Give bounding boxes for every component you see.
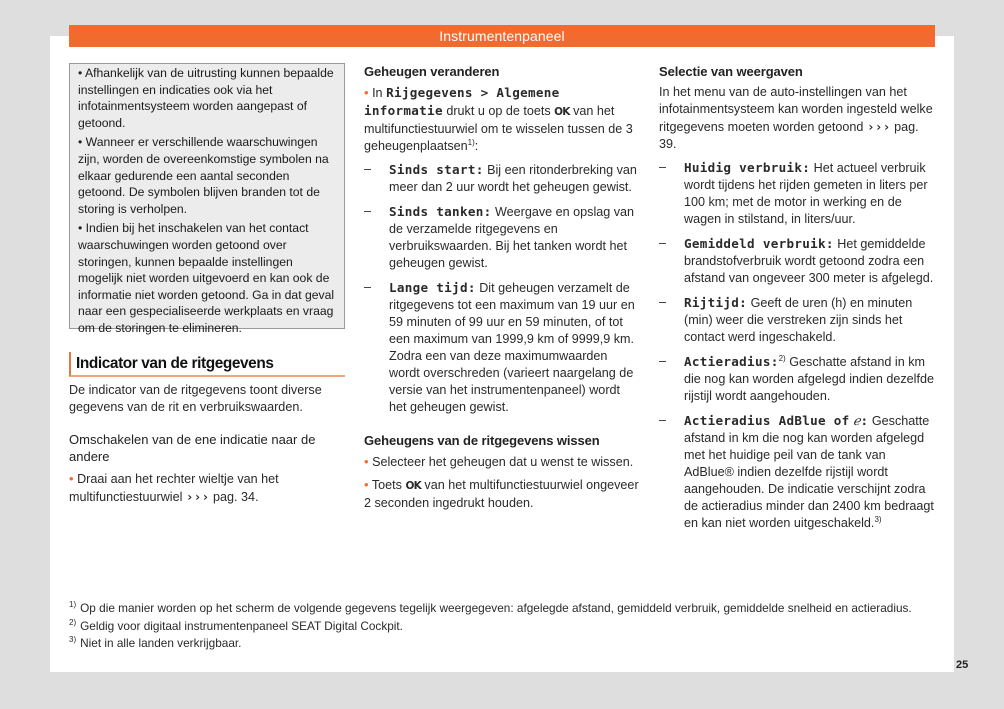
memory-term: Sinds tanken: <box>389 204 492 219</box>
dash-icon: – <box>364 162 372 176</box>
dash-icon: – <box>659 295 667 309</box>
column-2 <box>364 63 641 512</box>
memory-item: – Sinds start: Bij een ritonderbreking van meer dan 2 uur wordt het geheugen gewist. <box>364 162 637 194</box>
section-heading: Indicator van de ritgegevens <box>69 352 345 377</box>
display-list <box>659 159 934 532</box>
memory-term: Lange tijd: <box>389 280 476 295</box>
adblue-pump-icon: ℯ <box>853 413 861 428</box>
dash-icon: – <box>364 280 372 294</box>
display-item: – Actieradius:$^{2)}$ Geschatte afstand in km die nog kan worden afgelegd indien dezelfde rijstijl wordt aangehouden. <box>659 353 934 403</box>
display-item: – Gemiddeld verbruik: Het gemiddelde brandstofverbruik wordt getoond zodra een afstand van ongeveer 300 meter is afgelegd. <box>659 236 934 285</box>
orange-bullet-icon: • <box>364 85 369 100</box>
orange-bullet-icon: • <box>364 454 369 469</box>
note-item: • Indien bij het inschakelen van het contact waarschuwingen worden getoond over storingen, kunnen bepaalde instellingen mogelijk niet worden uitgevoerd en kan ook de informatie niet worden getoond. Ga in dat geval naar een gespecialiseerde werkplaats en vraag om de storingen te elimineren. <box>78 221 335 335</box>
display-term: Huidig verbruik: <box>684 160 811 175</box>
menu-path: Rijgegevens > Algemene informatie <box>364 85 560 118</box>
footnote: $^{1)}$ Op die manier worden op het scherm de volgende gegevens tegelijk weergegeven: afgelegde afstand, gemiddeld verbruik, gemiddelde snelheid en actieradius. <box>69 600 912 615</box>
column-3 <box>659 63 934 539</box>
display-term: Actieradius: <box>684 354 779 369</box>
note-item: • Afhankelijk van de uitrusting kunnen bepaalde instellingen en indicaties ook via het infotainmentsysteem worden aangepast of getoond. <box>78 66 334 130</box>
ok-key-icon: OK <box>554 106 570 118</box>
dash-icon: – <box>659 354 667 368</box>
bullet-icon: • <box>78 66 85 80</box>
note-box <box>69 63 345 335</box>
display-term: Rijtijd: <box>684 295 748 310</box>
orange-bullet-icon: • <box>69 471 74 486</box>
bullet-icon: • <box>78 221 86 236</box>
bullet-icon: • <box>78 135 86 150</box>
footnote-ref[interactable]: 1) <box>467 137 475 147</box>
dash-icon: – <box>364 204 372 218</box>
memory-term: Sinds start: <box>389 162 484 177</box>
heading-select-displays: Selectie van weergaven <box>659 64 803 79</box>
dash-icon: – <box>659 236 667 250</box>
dash-icon: – <box>659 160 667 174</box>
heading-clear-memory: Geheugens van de ritgegevens wissen <box>364 433 600 448</box>
chapter-title: Instrumentenpaneel <box>439 28 565 44</box>
step-item: • Toets OK van het multifunctiestuurwiel ongeveer 2 seconden ingedrukt houden. <box>364 477 639 510</box>
chapter-header <box>69 25 935 47</box>
step-item: • Draai aan het rechter wieltje van het multifunctiestuurwiel ››› pag. 34. <box>69 471 279 504</box>
footnotes <box>69 600 949 653</box>
display-term: Actieradius AdBlue of <box>684 413 850 428</box>
display-item: – Actieradius AdBlue of ℯ: Geschatte afstand in km die nog kan worden afgelegd met het huidige peil van de tank van AdBlue® indien dezelfde rijstijl wordt aangehouden. De indicatie verschijnt zodra de actieradius minder dan 2400 km bedraagt en kan niet worden uitgeschakeld.$^{3)}$ <box>659 413 934 530</box>
footnote-ref[interactable]: 2) <box>778 353 786 363</box>
page-ref-arrow-icon: ››› <box>866 119 891 134</box>
page-number: 25 <box>956 659 969 671</box>
dash-icon: – <box>659 413 667 427</box>
step-item: • Selecteer het geheugen dat u wenst te wissen. <box>364 454 634 469</box>
display-item: – Rijtijd: Geeft de uren (h) en minuten (min) weer die verstreken zijn sinds het contact werd ingeschakeld. <box>659 295 913 344</box>
footnote-ref[interactable]: 3) <box>874 514 882 524</box>
heading-change-memory: Geheugen veranderen <box>364 64 500 79</box>
memory-item: – Lange tijd: Dit geheugen verzamelt de ritgegevens tot een maximum van 19 uur en 59 minuten of 99 uur en 59 minuten, of tot een maximum van 1999,9 km of 9999,9 km. Zodra een van deze maximumwaarden wordt overschreden (varieert naargelang de versie van het instrumentenpaneel) wordt het geheugen gewist. <box>364 280 635 414</box>
memory-list <box>364 161 641 416</box>
footnote: $^{3)}$ Niet in alle landen verkrijgbaar. <box>69 635 242 650</box>
display-item: – Huidig verbruik: Het actueel verbruik wordt tijdens het rijden gemeten in liters per 100 km; met de motor in werking en de wagen in stilstand, in liters/uur. <box>659 160 928 226</box>
intro-paragraph: De indicator van de ritgegevens toont diverse gegevens van de rit en verbruikswaarden. <box>69 383 322 414</box>
intro-paragraph: In het menu van de auto-instellingen van het infotainmentsysteem kan worden ingesteld welke ritgegevens moeten worden getoond ››› pag. 39. <box>659 85 933 151</box>
note-item: • Wanneer er verschillende waarschuwingen zijn, worden de overeenkomstige symbolen na elkaar gedurende een aantal seconden getoond. De symbolen blijven branden tot de storing is verholpen. <box>78 135 329 216</box>
column-1 <box>69 63 345 506</box>
orange-bullet-icon: • <box>364 477 369 492</box>
subheading-switch-indication: Omschakelen van de ene indicatie naar de andere <box>69 432 316 464</box>
memory-item: – Sinds tanken: Weergave en opslag van de verzamelde ritgegevens en verbruikswaarden. Bij het tanken wordt het geheugen gewist. <box>364 204 635 270</box>
page-ref-arrow-icon: ››› <box>185 489 210 504</box>
page-reference-link[interactable]: pag. 39. <box>659 120 919 151</box>
display-term: Gemiddeld verbruik: <box>684 236 834 251</box>
ok-key-icon: OK <box>405 480 421 492</box>
page-reference-link[interactable]: pag. 34. <box>213 490 259 504</box>
step-item: • In Rijgegevens > Algemene informatie drukt u op de toets OK van het multifunctiestuurwiel om te wisselen tussen de 3 geheugenplaatsen$^{1)}$: <box>364 85 633 153</box>
footnote: $^{2)}$ Geldig voor digitaal instrumentenpaneel SEAT Digital Cockpit. <box>69 617 403 633</box>
